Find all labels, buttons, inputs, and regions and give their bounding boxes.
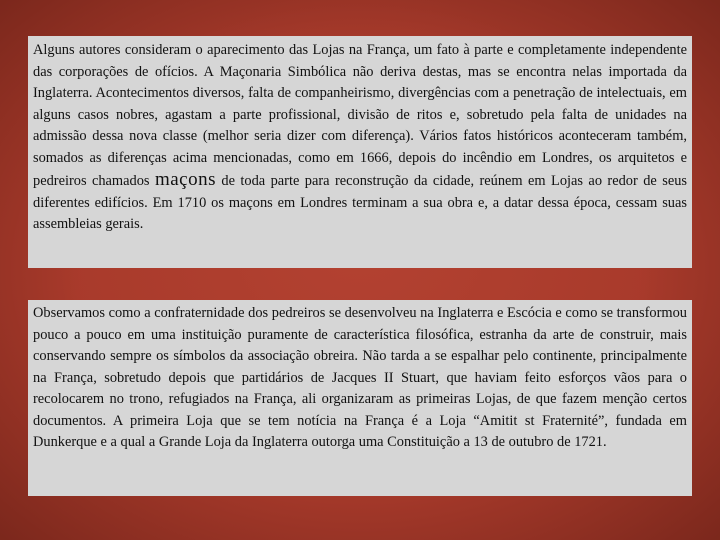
emphasized-word-macons: maçons <box>154 169 216 190</box>
paragraph-1-text-end: de toda parte para reconstrução da cidade, reúnem em Lojas ao redor de seus diferentes edifícios. Em 1710 os maçons em Londres terminam a sua obra e, a datar dessa época, cessam suas assembleias gerais. <box>33 173 688 232</box>
paragraph-1-text-start: Alguns autores consideram o aparecimento das Lojas na França, um fato à parte e completamente independente das corporações de ofícios. A Maçonaria Simbólica não deriva destas, mas se encontra nelas importada da Inglaterra. Acontecimentos diversos, falta de companheirismo, divergências com a penetração de intelectuais, em alguns casos nobres, agastam a parte profissional, divisão de ritos e, sobretudo pela falta de unidades na admissão dessa nova classe (melhor seria dizer com diferença). Vários fatos históricos aconteceram também, somados as diferenças acima mencionadas, como em 1666, depois do incêndio em Londres, os arquitetos e pedreiros chamados <box>33 42 687 189</box>
paragraph-1-box <box>28 36 692 268</box>
paragraph-2-text: Observamos como a confraternidade dos pedreiros se desenvolveu na Inglaterra e Escócia e como se transformou pouco a pouco em uma instituição puramente de característica filosófica, estranha da arte de construir, mais conservando sempre os símbolos da associação obreira. Não tarda a se espalhar pelo continente, principalmente na França, sobretudo depois que partidários de Jacques II Stuart, que haviam feito esforços vãos para o recolocarem no trono, refugiados na França, ali organizaram as primeiras Lojas, de que fazem menção certos documentos. A primeira Loja que se tem notícia na França é a Loja “Amitit st Fraternité”, fundada em Dunkerque e a qual a Grande Loja da Inglaterra outorga uma Constituição a 13 de outubro de 1721. <box>33 305 687 450</box>
paragraph-2-box <box>28 300 692 496</box>
